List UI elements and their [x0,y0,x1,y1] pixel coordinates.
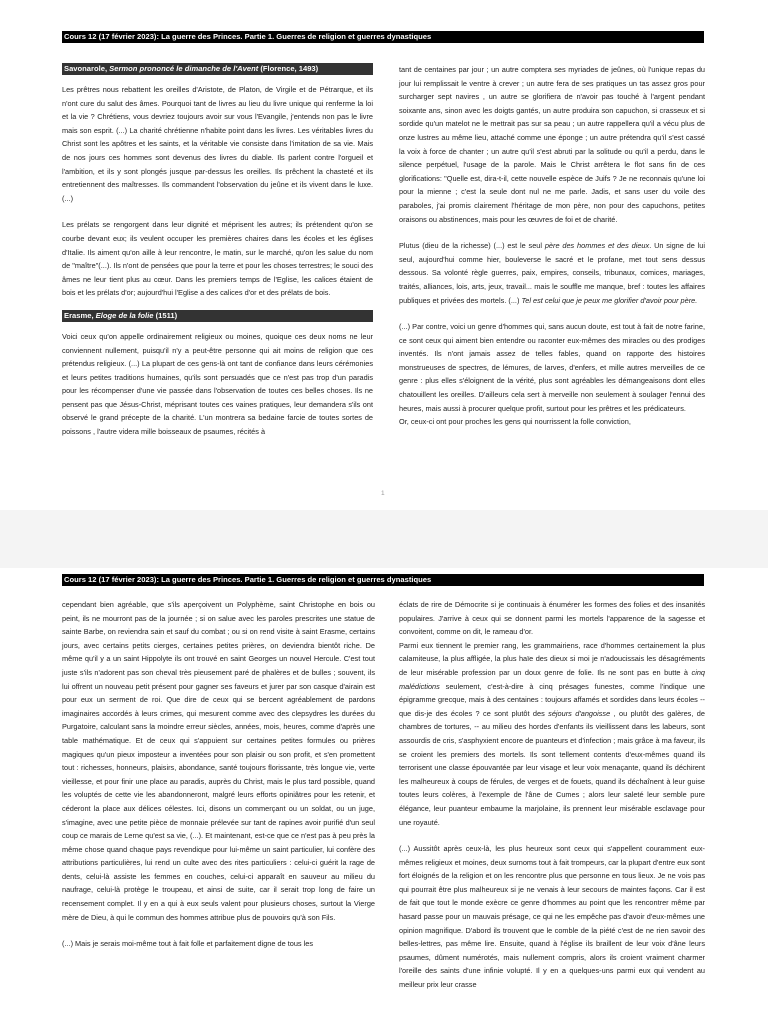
text-run-italic: Tel est celui que je peux me glorifier d'avoir pour père. [521,295,698,305]
heading-place: (Florence, 1493) [258,64,319,73]
erasme-paragraph-6: cependant bien agréable, que s'ils aperçoivent un Polyphème, saint Christophe en bois ou peint, ils ne mourront pas de la journée ; si on salue avec les paroles prescrites une statue de sainte Barbe, on reviendra sain et sauf du combat ; ou si on rend visite à saint Erasme, certains jours, avec certains petits cierges, certaines petites prières, on deviendra bientôt riche. De même qu'il y a un saint Hippolyte ils ont trouvé en saint Georges un nouvel Hercule. C'est tout juste s'ils n'adorent pas son cheval très pieusement paré de phalères et de bulles ; souvent, ils lui offrent un nouveau petit présent pour gagner ses faveurs et jurer par son casque d'airain est pour eux un serment de roi. Que dire de ceux qui se bercent agréablement de pardons imaginaires accordés à leurs crimes, qui mesurent comme avec des clepsydres les durées du Purgatoire, calculant sans la moindre erreur siècles, années, mois, heures, comme d'après une table mathématique. Et de ceux qui s'appuient sur certaines petites formules ou prières magiques qu'un pieux imposteur a inventées pour son plaisir ou son profit, et s'en promettent tout : richesses, honneurs, plaisirs, abondance, santé toujours florissante, très longue vie, verte vieillesse, et pour finir une place au paradis, auprès du Christ, mais le plus tard possible, quand les voluptés de cette vie les abandonneront, malgré leurs efforts opiniâtres pour les retenir, et céderont la place aux délices célestes. Ici, disons un commerçant ou un soldat, ou un juge, s'imagine, avec une petite pièce de monnaie prélevée sur tant de rapines avoir purifié d'un seul coup ce marais de Lerne qu'est sa vie, (...). Et maintenant, est-ce que ce n'est pas à peu près la même chose quand chaque pays revendique pour lui-même un saint particulier, lui confère des attributions particulières, lui rend un culte avec des rites particuliers : celui-ci guérit la rage de dents, celui-là assiste les femmes en couches, celui-ci apparaît en sauveur au milieu du naufrage, celui-là protège le troupeau, et ainsi de suite, car il serait trop long de faire un recensement complet. Il y en a qui à eux seuls valent pour plusieurs choses, surtout la Vierge mère de Dieu, à qui le commun des hommes attribue plus de pouvoirs qu'à son Fils. [62,600,375,922]
heading-author: Erasme, [64,310,96,320]
heading-work: Sermon prononcé le dimanche de l'Avent [109,64,259,73]
text-run: . Un signe de lui seul, aujourd'hui comme hier, bouleverse le sacré et le profane, met tout sens dessus dessous. Sa volonté règle guerres, paix, empires, conseils, tribunaux, comices, mariages, traités, alliances, lois, arts, jeux, travail... mais le souffle me manque, bref : toutes les affaires publiques et privées des mortels. (...) [399,241,706,305]
erasme-paragraph-1: Voici ceux qu'on appelle ordinairement religieux ou moines, quoique ces deux noms ne leur conviennent nullement, puisqu'il n'y a peut-être personne qui ait moins de religion que ces prétendus religieux. (...) La plupart de ces gens-là ont tant de confiance dans leurs cérémonies et leurs petites traditions humaines, qu'ils sont persuadés que ce n'est pas trop d'un paradis pour les récompenser d'une vie passée dans l'observation de toutes ces belles choses. Ils ne pensent pas que Jésus-Christ, méprisant toutes ces vaines pratiques, leur demandera s'ils ont observé le grand précepte de la charité. L'un montrera sa bedaine farcie de toutes sortes de poissons , l'autre videra mille boisseaux de psaumes, récités à [62,331,373,437]
heading-work: Eloge de la folie [95,310,154,320]
erasme-paragraph-5: Or, ceux-ci ont pour proches les gens qui nourrissent la folle conviction, [399,417,631,427]
text-run: seulement, c'est-à-dire à cinq présages funestes, comme l'indique une épigramme grecque, mais à des centaines : toujours affamés et sordides dans leurs écoles -- que dis-je des écoles ? ce sont plutôt des [399,681,705,718]
page-header: Cours 12 (17 février 2023): La guerre des Princes. Partie 1. Guerres de religion et guerres dynastiques [62,574,704,586]
page-number: 1 [381,490,385,497]
savonarole-paragraph-2: Les prélats se rengorgent dans leur dignité et méprisent les autres; ils prétendent qu'on se courbe devant eux; ils veulent occuper les premières chaires dans les écoles et les églises d'Italie. Ils aiment qu'on aille à leur rencontre, le matin, sur le marché, qu'on les salue du nom de "maître"(...). Ils n'ont de pensées que pour la terre et pour les choses terrestres; le souci des âmes ne leur tient plus au cœur. Dans les premiers temps de l'Eglise, les calices étaient de bois et les prélats d'or; aujourd'hui l'Eglise a des calices d'or et des prélats de bois. [62,220,373,298]
page-header: Cours 12 (17 février 2023): La guerre des Princes. Partie 1. Guerres de religion et guerres dynastiques [62,31,704,43]
text-run-italic: cinq malédictions [399,667,705,691]
left-column [62,63,373,439]
page-1 [0,0,768,510]
text-run: Plutus (dieu de la richesse) (...) est le seul [399,241,545,251]
text-run-italic: séjours d'angoisse [548,708,611,718]
erasme-paragraph-9 [399,639,705,829]
savonarole-paragraph-1: Les prêtres nous rebattent les oreilles d'Aristote, de Platon, de Virgile et de Pétrarque, et ils n'ont cure du salut des âmes. Pourquoi tant de livres au lieu du livre unique qui renferme la loi et la vie ? Chrétiens, vous devriez toujours avoir sur vous l'Evangile, j'entends non pas le livre mais son esprit. (...) La charité chrétienne n'habite point dans les livres. Les véritables livres du Christ sont les apôtres et les saints, et la véritable vie consiste dans l'imitation de sa vie. Mais de nos jours ces hommes sont devenus des livres du diable. Ils parlent contre l'orgueil et l'ambition, et ils y sont plongés jusque par-dessus les oreilles. Ils prêchent la chasteté et ils entretiennent des maîtresses. Ils commandent l'observation du jeûne et ils vivent dans le luxe. (...) [62,85,373,203]
page-separator [0,510,768,568]
erasme-paragraph-8: éclats de rire de Démocrite si je continuais à énumérer les formes des folies et des insanités populaires. J'arrive à ceux qui se donnent parmi les mortels l'apparence de la sagesse et convoitent, comme on dit, le rameau d'or. [399,600,705,637]
left-column [62,598,375,951]
right-column [399,63,705,429]
right-column [399,598,705,992]
erasme-paragraph-2: tant de centaines par jour ; un autre comptera ses myriades de jeûnes, où l'unique repas du jour lui remplissait le ventre à crever ; un autre fera de ses pratiques un tas assez gros pour surcharger sept navires , un autre se glorifiera de n'avoir pas touché à l'argent pendant soixante ans, sinon avec les doigts gantés, un autre produira son capuchon, si crasseux et si sordide qu'un matelot ne le mettrait pas sur sa peau ; un autre rappellera qu'il a vécu plus de onze lustres au même lieu, attaché comme une éponge ; un autre prétendra qu'il s'est cassé la voix à force de chanter ; un autre qu'il s'est abruti par la solitude ou qu'il a perdu, dans le silence perpétuel, l'usage de la parole. Mais le Christ arrêtera le flot sans fin de ces glorifications: "Quelle est, dira-t-il, cette nouvelle espèce de Juifs ? Je ne reconnais qu'une loi pour la mienne ; c'est la seule dont nul ne me parle. Jadis, et sans user du voile des paraboles, j'ai promis clairement l'héritage de mon père, non pour des capuchons, petites oraisons ou abstinences, mais pour les œuvres de foi et de charité. [399,65,705,224]
heading-place: (1511) [153,310,178,320]
page-2 [0,568,768,1024]
section-heading-erasme [62,310,373,322]
text-run: Parmi eux tiennent le premier rang, les grammairiens, race d'hommes certainement la plus calamiteuse, la plus affligée, la plus haïe des dieux si moi je n'adoucissais les désagréments de leur misérable profession par un doux genre de folie. Ils ne sont pas en butte à [399,640,705,677]
erasme-paragraph-10: (...) Aussitôt après ceux-là, les plus heureux sont ceux qui s'appellent couramment eux-mêmes religieux et moines, deux surnoms tout à fait trompeurs, car la plupart d'entre eux sont fort éloignés de la religion et on les rencontre plus que personne en tous lieux. Je ne vois pas qui pourrait être plus malheureux si je ne venais à leur secours de maintes façons. Car il est de fait que tout le monde exècre ce genre d'hommes au point que les rencontrer même par hasard passe pour un mauvais présage, ce qui ne les empêche pas d'avoir d'eux-mêmes une opinion magnifique. D'abord ils trouvent que le comble de la piété c'est de ne rien savoir des belles-lettres, pas même lire. Ensuite, quand à l'église ils braillent de leur voix d'âne leurs psaumes, dûment numérotés, mais nullement compris, alors ils croient vraiment charmer l'oreille des saints d'une infinie volupté. Il y en a quelques-uns parmi eux qui vendent au meilleur prix leur crasse [399,844,705,990]
erasme-paragraph-4: (...) Par contre, voici un genre d'hommes qui, sans aucun doute, est tout à fait de notre farine, ce sont ceux qui aiment bien entendre ou raconter eux-mêmes des miracles ou des prodiges inventés. Ils n'ont jamais assez de telles fables, quand on rapporte des histoires monstrueuses de spectres, de lémures, de larves, d'enfers, et mille autres merveilles de ce genre : plus elles s'éloignent de la vérité, plus sont agréables les démangeaisons dont elles chatouillent les oreilles. D'ailleurs cela sert à merveille non seulement à soulager l'ennui des heures, mais aussi à procurer quelque profit, surtout pour les prêtres et les prédicateurs. [399,322,705,413]
erasme-paragraph-7: (...) Mais je serais moi-même tout à fait folle et parfaitement digne de tous les [62,939,314,949]
text-run: , ou plutôt des galères, de chambres de tortures, -- au milieu des hordes d'enfants ils vieillissent dans les labeurs, sont assourdis de cris, s'asphyxient encore de puanteurs et d'infection ; mais grâce à ma faveur, ils se croient les premiers des mortels. Ils sont tellement contents d'eux-mêmes quand ils terrorisent une classe épouvantée par leur visage et leur voix menaçante, quand ils déchirent les malheureux à coups de férules, de verges et de fouets, quand ils déchaînent à leur guise toutes leurs colères, à l'exemple de l'âne de Cumes ; alors leur saleté leur semble pure élégance, leur puanteur embaume la marjolaine, ils prennent leur misérable esclavage pour une royauté. [399,708,705,827]
text-run-italic: père des hommes et des dieux [544,241,650,251]
erasme-paragraph-3 [399,239,705,307]
heading-author: Savonarole, [64,64,110,73]
section-heading-savonarole [62,63,373,75]
